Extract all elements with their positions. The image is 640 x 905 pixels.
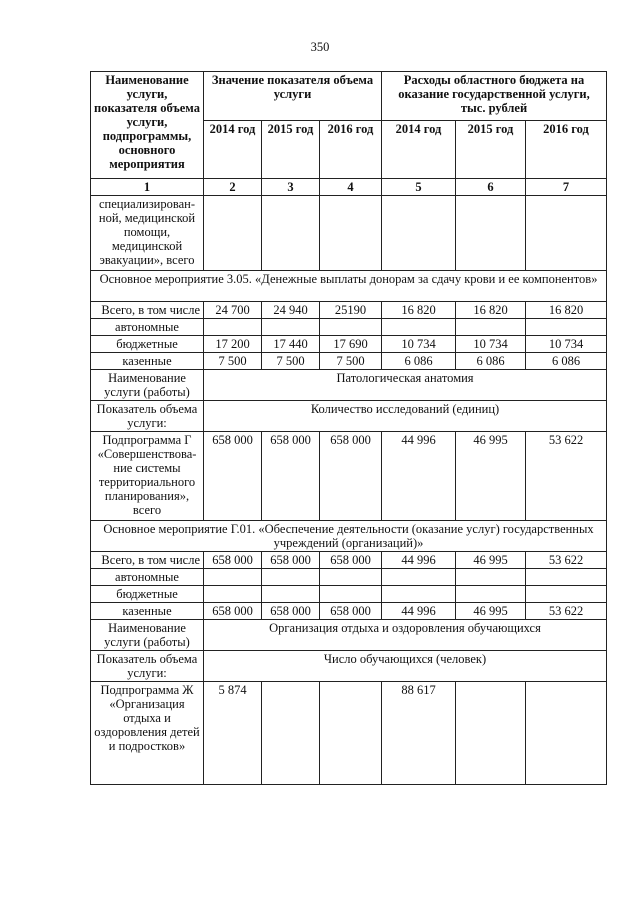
table-row (91, 569, 607, 586)
cell (204, 319, 262, 336)
value-cell: 44 996 (382, 432, 456, 521)
value-cell: 658 000 (262, 552, 320, 569)
value-cell: 658 000 (204, 603, 262, 620)
cell (456, 319, 526, 336)
column-number: 2 (204, 179, 262, 196)
table-row (91, 603, 607, 620)
row-label: бюджетные (91, 586, 204, 603)
year-header: 2014 год (382, 121, 456, 179)
value-cell (456, 682, 526, 785)
cell (456, 586, 526, 603)
cell (382, 569, 456, 586)
indicator-row (91, 401, 607, 432)
value-cell: 16 820 (526, 302, 607, 319)
value-cell: 10 734 (382, 336, 456, 353)
row-label: Показатель объема услуги: (91, 651, 204, 682)
value-cell: 17 440 (262, 336, 320, 353)
row-label: Наименование услуги (работы) (91, 370, 204, 401)
cell (320, 586, 382, 603)
year-header: 2016 год (526, 121, 607, 179)
value-cell: 7 500 (320, 353, 382, 370)
indicator-row (91, 651, 607, 682)
table-row (91, 336, 607, 353)
value-cell: 46 995 (456, 552, 526, 569)
value-cell: 658 000 (262, 432, 320, 521)
value-cell: 6 086 (456, 353, 526, 370)
value-cell: 658 000 (204, 552, 262, 569)
value-cell: 16 820 (382, 302, 456, 319)
column-number: 6 (456, 179, 526, 196)
table-row (91, 432, 607, 521)
service-name: Патологическая анатомия (204, 370, 607, 401)
value-cell: 6 086 (526, 353, 607, 370)
cell (320, 319, 382, 336)
year-header: 2015 год (456, 121, 526, 179)
row-label: казенные (91, 603, 204, 620)
column-number: 1 (91, 179, 204, 196)
value-cell: 10 734 (456, 336, 526, 353)
cell (204, 586, 262, 603)
value-cell: 24 940 (262, 302, 320, 319)
value-cell: 53 622 (526, 432, 607, 521)
budget-table (90, 71, 607, 785)
row-label: бюджетные (91, 336, 204, 353)
value-cell: 658 000 (320, 603, 382, 620)
cell (262, 319, 320, 336)
cell (320, 569, 382, 586)
section-title: Основное мероприятие Г.01. «Обеспечение деятельности (оказание услуг) государственных учреждений (организаций)» (91, 521, 607, 552)
table-row (91, 586, 607, 603)
cell (262, 586, 320, 603)
indicator-name: Количество исследований (единиц) (204, 401, 607, 432)
year-header: 2014 год (204, 121, 262, 179)
value-cell: 7 500 (262, 353, 320, 370)
cell (526, 569, 607, 586)
column-numbers-row (91, 179, 607, 196)
cell (456, 196, 526, 271)
cell (262, 196, 320, 271)
cell (382, 319, 456, 336)
service-name: Организация отдыха и оздоровления обучающихся (204, 620, 607, 651)
table-row (91, 552, 607, 569)
cell (526, 586, 607, 603)
column-number: 4 (320, 179, 382, 196)
value-cell: 16 820 (456, 302, 526, 319)
row-label: автономные (91, 569, 204, 586)
row-label: Показатель объема услуги: (91, 401, 204, 432)
table-row (91, 302, 607, 319)
column-number: 3 (262, 179, 320, 196)
column-number: 5 (382, 179, 456, 196)
cell (204, 569, 262, 586)
table-row (91, 682, 607, 785)
value-cell: 44 996 (382, 552, 456, 569)
value-cell: 46 995 (456, 432, 526, 521)
header-col1: Наименование услуги, показателя объема услуги, подпрограммы, основного мероприятия (91, 72, 204, 179)
table-row (91, 353, 607, 370)
value-cell (262, 682, 320, 785)
row-label: казенные (91, 353, 204, 370)
section-title: Основное мероприятие 3.05. «Денежные выплаты донорам за сдачу крови и ее компонентов» (91, 271, 607, 302)
year-header: 2015 год (262, 121, 320, 179)
row-label: Всего, в том числе (91, 302, 204, 319)
value-cell (526, 682, 607, 785)
cell (526, 196, 607, 271)
value-cell: 658 000 (320, 432, 382, 521)
value-cell: 24 700 (204, 302, 262, 319)
cell (382, 586, 456, 603)
value-cell: 5 874 (204, 682, 262, 785)
value-cell: 53 622 (526, 552, 607, 569)
row-label: Всего, в том числе (91, 552, 204, 569)
cell (526, 319, 607, 336)
cell (262, 569, 320, 586)
row-label: Подпрограмма Г «Совершенствова-ние системы территориального планирования», всего (91, 432, 204, 521)
row-label: специализирован-ной, медицинской помощи, медицинской эвакуации», всего (91, 196, 204, 271)
value-cell: 658 000 (262, 603, 320, 620)
year-header: 2016 год (320, 121, 382, 179)
value-cell (320, 682, 382, 785)
value-cell: 7 500 (204, 353, 262, 370)
cell (320, 196, 382, 271)
value-cell: 17 200 (204, 336, 262, 353)
cell (456, 569, 526, 586)
table-row (91, 319, 607, 336)
value-cell: 6 086 (382, 353, 456, 370)
column-number: 7 (526, 179, 607, 196)
value-cell: 658 000 (204, 432, 262, 521)
value-cell: 44 996 (382, 603, 456, 620)
header-volume-group: Значение показателя объема услуги (204, 72, 382, 121)
value-cell: 658 000 (320, 552, 382, 569)
row-label: Наименование услуги (работы) (91, 620, 204, 651)
service-name-row (91, 370, 607, 401)
header-budget-group: Расходы областного бюджета на оказание государственной услуги, тыс. рублей (382, 72, 607, 121)
section-title-row (91, 271, 607, 302)
indicator-name: Число обучающихся (человек) (204, 651, 607, 682)
value-cell: 53 622 (526, 603, 607, 620)
service-name-row (91, 620, 607, 651)
header-row-1 (91, 72, 607, 121)
value-cell: 25190 (320, 302, 382, 319)
value-cell: 88 617 (382, 682, 456, 785)
row-label: автономные (91, 319, 204, 336)
row-label: Подпрограмма Ж «Организация отдыха и оздоровления детей и подростков» (91, 682, 204, 785)
table-row (91, 196, 607, 271)
value-cell: 17 690 (320, 336, 382, 353)
value-cell: 10 734 (526, 336, 607, 353)
cell (382, 196, 456, 271)
page-number: 350 (310, 40, 330, 54)
value-cell: 46 995 (456, 603, 526, 620)
section-title-row (91, 521, 607, 552)
cell (204, 196, 262, 271)
